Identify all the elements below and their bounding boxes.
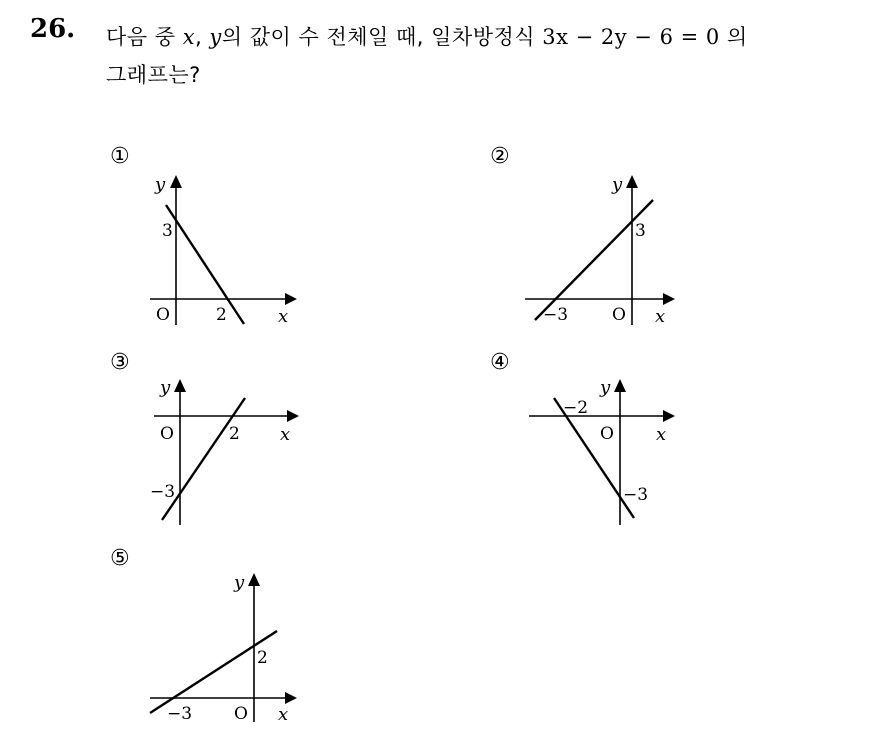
choice-2-y-axis-label: y xyxy=(612,174,623,195)
choice-5-y-axis-label: y xyxy=(234,572,245,593)
choice-2-x-axis-label: x xyxy=(655,306,666,327)
choice-4-x-axis-label: x xyxy=(656,424,667,445)
question-text-part3: 의 xyxy=(719,25,748,49)
choice-4-origin-label: O xyxy=(600,424,614,444)
choice-3-origin-label: O xyxy=(160,424,174,444)
choice-2-origin-label: O xyxy=(612,305,626,325)
choice-4-y-axis-label: y xyxy=(600,377,611,398)
choice-2-label[interactable]: ② xyxy=(490,144,510,169)
variable-y: y xyxy=(209,25,222,49)
choice-5-label[interactable]: ⑤ xyxy=(110,546,130,571)
choice-1-tick-y: 3 xyxy=(162,221,173,241)
choice-5-line xyxy=(150,631,277,713)
question-text-part2: 의 값이 수 전체일 때, 일차방정식 xyxy=(221,25,543,49)
choice-3-x-axis-label: x xyxy=(280,424,291,445)
choice-2-tick-y: 3 xyxy=(635,221,646,241)
choice-3-label[interactable]: ③ xyxy=(110,350,130,375)
choice-5-y-arrow xyxy=(248,573,260,586)
question-text-line2: 그래프는? xyxy=(106,63,201,87)
question-number: 26. xyxy=(30,14,76,44)
choice-2-tick-x: −3 xyxy=(543,305,569,325)
choice-4-tick-x: −2 xyxy=(563,398,589,418)
choice-1-origin-label: O xyxy=(156,305,170,325)
choice-5-x-axis-label: x xyxy=(278,704,289,725)
question-text-part1: 다음 중 xyxy=(106,25,183,49)
question-comma: , xyxy=(195,25,210,49)
choice-3-tick-y: −3 xyxy=(150,482,176,502)
choice-4-label[interactable]: ④ xyxy=(490,350,510,375)
choice-5-tick-x: −3 xyxy=(167,704,193,724)
choice-3-y-axis-label: y xyxy=(160,377,171,398)
choice-1-x-axis-label: x xyxy=(278,306,289,327)
choice-4-tick-y: −3 xyxy=(623,485,649,505)
choice-3-tick-x: 2 xyxy=(229,424,240,444)
choice-1-label[interactable]: ① xyxy=(110,144,130,169)
choice-1-y-axis-label: y xyxy=(155,174,166,195)
choice-1-tick-x: 2 xyxy=(216,305,227,325)
variable-x: x xyxy=(182,25,196,49)
choice-5-tick-y: 2 xyxy=(257,648,268,668)
choice-5-x-arrow xyxy=(285,692,297,704)
equation: 3x − 2y − 6 = 0 xyxy=(542,25,720,49)
choice-5-origin-label: O xyxy=(234,704,248,724)
